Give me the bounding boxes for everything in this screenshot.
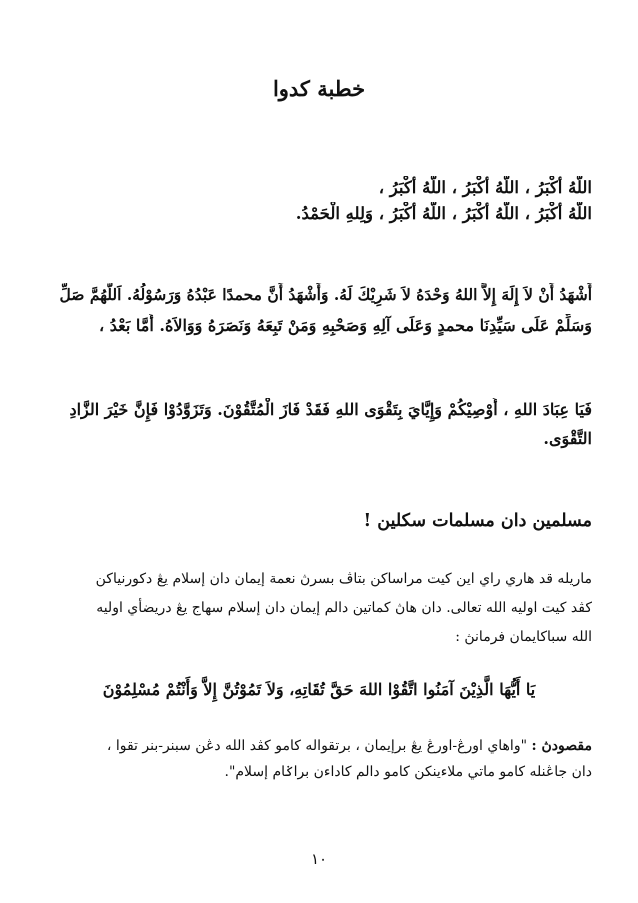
sermon-title: خطبة كدوا (272, 76, 366, 101)
paragraph-line-2: كڤد كيت اوليه الله تعالى. دان هاڽ كماتين دالم إيمان دان إسلام سهاج يڠ دريضأي اوليه (96, 600, 592, 616)
maksud-label: مقصودڽ : (531, 738, 592, 754)
quran-verse: يَا أَيُّهَا الَّذِيْنَ آمَنُوا اتَّقُوْا اللهَ حَقَّ تُقَاتِهِ، وَلاَ تَمُوْتُنَّ إِلاَّ وَأَنْتُمْ مُسْلِمُوْنَ (102, 680, 536, 699)
paragraph-line-1: ماريله قد هاري راي اين كيت مراساكن بتاڤ بسرڽ نعمة إيمان دان إسلام يڠ دكورنياكن (95, 571, 592, 587)
maksud-line-2: دان جاڠنله كامو ماتي ملاءينكن كامو دالم كاداءن براݢام إسلام". (224, 764, 592, 780)
page-number: ١٠ (310, 850, 328, 868)
maksud-text: "واهاي اورڠ-اورڠ يڠ برإيمان ، برتقواله كامو كڤد الله دڠن سبنر-بنر تقوا ، (106, 738, 528, 754)
takbir-line-1: اللَّهُ أَكْبَرُ ، اللَّهُ أَكْبَرُ ، اللَّهُ أَكْبَرُ ، (378, 178, 592, 197)
wasiat-line-1: فَيَا عِبَادَ اللهِ ، أُوْصِيْكُمْ وَإِيَّايَ بِتَقْوَى اللهِ فَقَدْ فَازَ الْمُتَّقُوْنَ. وَتَزَوَّدُوْا فَإِنَّ خَيْرَ الزَّادِ (69, 400, 592, 419)
wasiat-line-2: التَّقْوَى. (543, 429, 592, 448)
maksud-line-1 (46, 735, 592, 757)
takbir-line-2: اللَّهُ أَكْبَرُ ، اللَّهُ أَكْبَرُ ، اللَّهُ أَكْبَرُ ، وَلِلهِ الْحَمْدُ. (295, 204, 592, 223)
section-subtitle: مسلمين دان مسلمات سكلين ! (363, 511, 592, 531)
paragraph-line-3: الله سباكايمان فرمانڽ : (455, 629, 592, 645)
syahadah-line-1: أَشْهَدُ أَنْ لاَ إِلَهَ إِلاَّ اللهُ وَحْدَهُ لاَ شَرِيْكَ لَهُ. وَأَشْهَدُ أَنَّ محمدًا عَبْدُهُ وَرَسُوْلُهُ. اَللَّهُمَّ صَلِّ (59, 285, 592, 304)
syahadah-line-2: وَسَلِّمْ عَلَى سَيِّدِنَا محمدٍ وَعَلَى آلِهِ وَصَحْبِهِ وَمَنْ تَبِعَهُ وَنَصَرَهُ وَوَالاَهُ. أَمَّا بَعْدُ ، (99, 316, 592, 335)
